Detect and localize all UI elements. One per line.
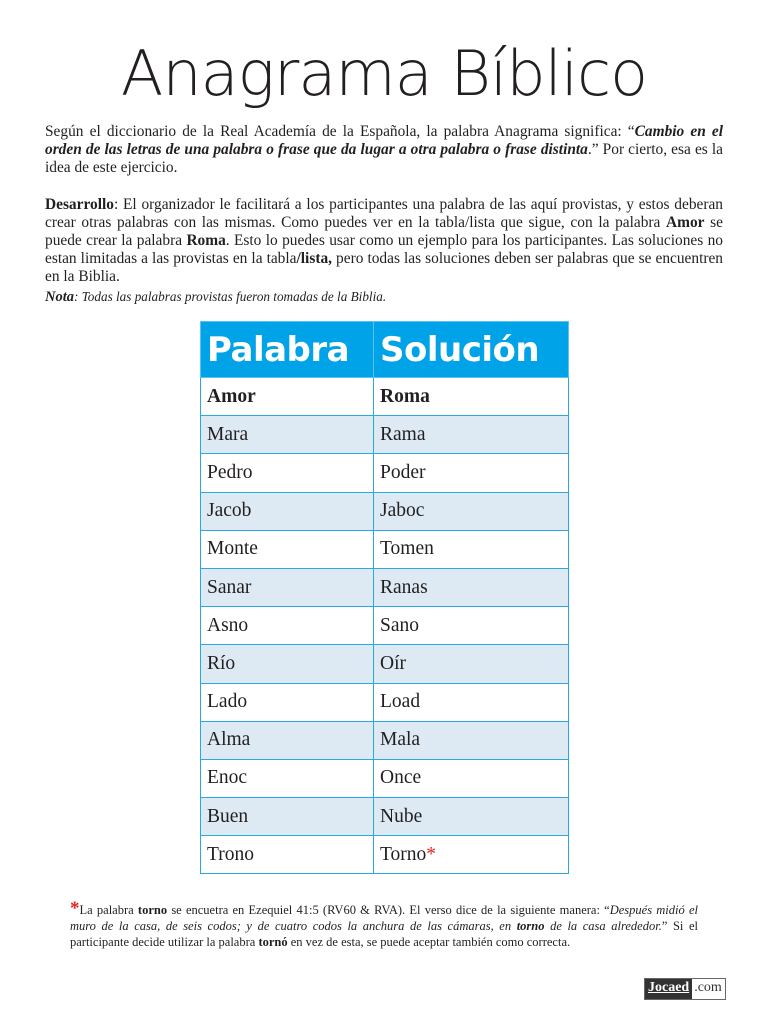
- intro-text-before: Según el diccionario de la Real Academía de la Española, la palabra Anagrama significa: “: [45, 123, 635, 140]
- cell-solucion: Tomen: [374, 530, 569, 568]
- table-row: [201, 378, 569, 416]
- table-row: [201, 798, 569, 836]
- footnote-quote: de la casa alrededor.: [544, 919, 662, 933]
- table-row: [201, 645, 569, 683]
- development-text: . Esto lo puedes usar como un ejemplo para los participantes. Las soluciones no estan limitadas a las provistas en la tabla: [45, 232, 724, 267]
- intro-paragraph: [45, 123, 723, 177]
- cell-solucion: Ranas: [374, 568, 569, 606]
- development-word-lista: /lista,: [296, 250, 332, 267]
- cell-solucion: Poder: [374, 454, 569, 492]
- cell-solucion-text: Torno: [380, 843, 427, 865]
- cell-solucion: Nube: [374, 798, 569, 836]
- table-row: [201, 454, 569, 492]
- footnote: [70, 898, 698, 950]
- intro-text-after: .” Por cierto, esa es la idea de este ejercicio.: [45, 141, 723, 176]
- table-row: [201, 721, 569, 759]
- cell-palabra: Trono: [201, 836, 374, 874]
- cell-palabra: Jacob: [201, 492, 374, 530]
- cell-palabra: Alma: [201, 721, 374, 759]
- development-text: : El organizador le facilitará a los participantes una palabra de las aquí provistas, y estos deberan crear otras palabras con las mismas. Como puedes ver en la tabla/lista que sigue, con la palabra: [45, 196, 723, 231]
- table-row: [201, 607, 569, 645]
- development-word-roma: Roma: [186, 232, 226, 249]
- cell-solucion: Rama: [374, 416, 569, 454]
- footnote-word-torno: torno: [137, 903, 168, 917]
- development-text: se puede crear la palabra: [45, 214, 723, 249]
- note-text: : Todas las palabras provistas fueron tomadas de la Biblia.: [74, 289, 387, 304]
- cell-palabra: Asno: [201, 607, 374, 645]
- footnote-text: se encuetra en Ezequiel 41:5 (RV60 & RVA). El verso dice de la siguiente manera: “: [167, 903, 610, 917]
- cell-palabra: Buen: [201, 798, 374, 836]
- footnote-quote: Después midió el muro de la casa, de seis codos; y de cuatro codos la anchura de las cámaras, en: [70, 903, 698, 933]
- development-paragraph: [45, 196, 723, 286]
- logo-name: Jocaed: [645, 979, 692, 999]
- cell-solucion: [374, 836, 569, 874]
- table-row: [201, 568, 569, 606]
- table-header-row: [201, 322, 569, 378]
- jocaed-logo: [644, 978, 726, 1000]
- cell-palabra: Sanar: [201, 568, 374, 606]
- development-label: Desarrollo: [45, 196, 114, 213]
- table-row: [201, 836, 569, 874]
- cell-palabra: Río: [201, 645, 374, 683]
- cell-solucion: Load: [374, 683, 569, 721]
- anagram-table: [200, 321, 569, 874]
- header-palabra: Palabra: [201, 322, 374, 378]
- note-paragraph: [45, 288, 723, 306]
- cell-solucion: Mala: [374, 721, 569, 759]
- note-label: Nota: [45, 289, 74, 305]
- footnote-text: La palabra: [79, 903, 138, 917]
- table-row: [201, 759, 569, 797]
- table-row: [201, 416, 569, 454]
- footnote-asterisk: *: [70, 898, 80, 919]
- cell-solucion: Roma: [374, 378, 569, 416]
- cell-solucion: Jaboc: [374, 492, 569, 530]
- cell-palabra: Mara: [201, 416, 374, 454]
- cell-solucion: Once: [374, 759, 569, 797]
- cell-palabra: Amor: [201, 378, 374, 416]
- asterisk-marker: *: [426, 843, 437, 865]
- table-row: [201, 683, 569, 721]
- footnote-text: en vez de esta, se puede aceptar también como correcta.: [287, 935, 571, 949]
- footnote-quote-word: torno: [516, 919, 545, 933]
- footnote-text: ” Si el participante decide utilizar la palabra: [70, 919, 698, 949]
- cell-solucion: Sano: [374, 607, 569, 645]
- anagram-table-container: [200, 321, 568, 874]
- development-word-amor: Amor: [666, 214, 705, 231]
- header-solucion: Solución: [374, 322, 569, 378]
- cell-palabra: Monte: [201, 530, 374, 568]
- logo-domain: .com: [692, 979, 725, 999]
- cell-palabra: Pedro: [201, 454, 374, 492]
- cell-palabra: Enoc: [201, 759, 374, 797]
- page-title: Anagrama Bíblico: [120, 37, 648, 110]
- cell-solucion: Oír: [374, 645, 569, 683]
- intro-definition: Cambio en el orden de las letras de una palabra o frase que da lugar a otra palabra o frase distinta: [45, 123, 723, 158]
- development-text: pero todas las soluciones deben ser palabras que se encuentren en la Biblia.: [45, 250, 723, 285]
- cell-palabra: Lado: [201, 683, 374, 721]
- table-row: [201, 492, 569, 530]
- footnote-word-torno-accent: tornó: [258, 935, 288, 949]
- table-row: [201, 530, 569, 568]
